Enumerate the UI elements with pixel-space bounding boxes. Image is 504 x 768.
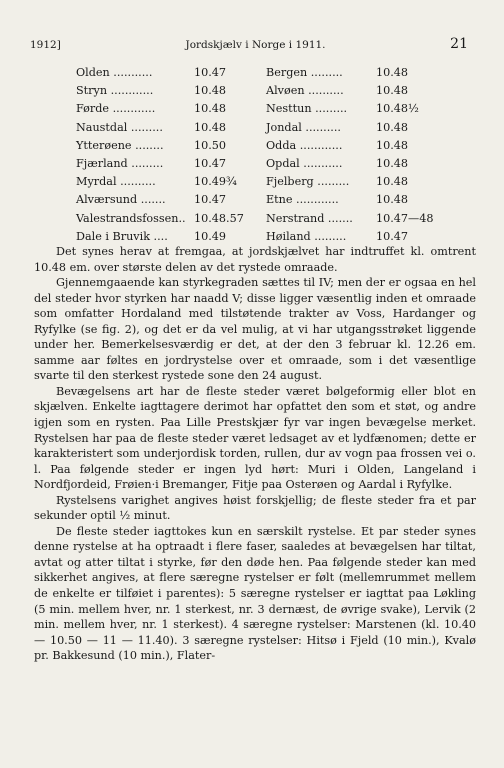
table-row — [76, 64, 246, 82]
place-name: Etne ............ — [266, 193, 339, 207]
time-table — [76, 64, 436, 246]
place-name: Fjelberg ......... — [266, 175, 350, 189]
table-row — [76, 210, 246, 228]
time-value: 10.49¾ — [194, 175, 237, 189]
time-value: 10.48 — [376, 193, 409, 207]
place-name: Ytterøene ........ — [76, 138, 164, 152]
table-row — [266, 119, 436, 137]
time-value: 10.47 — [194, 157, 227, 171]
table-row — [76, 155, 246, 173]
table-row — [266, 64, 436, 82]
table-row — [76, 191, 246, 209]
place-name: Dale i Bruvik .... — [76, 229, 168, 243]
place-name: Odda ............ — [266, 138, 343, 152]
paragraph: Gjennemgaaende kan styrkegraden sættes til IV; men der er ogsaa en hel del steder hvor styrken har naadd V; disse ligger væsentlig inden et omraade som omfatter Hordaland med tilstøtende trakter av Voss, Hardanger og Ryfylke (se fig. 2), og det er da vel mulig, at vi har utgangsstrøket liggende under her. Bemerkelsesværdig er det, at der den 3 februar kl. 12.26 em. samme aar føltes en jordrystelse over et omraade, som i det væsentlige svarte til den sterkest rystede sone den 24 august. — [34, 276, 476, 383]
table-row — [76, 82, 246, 100]
table-row — [266, 100, 436, 118]
table-row — [76, 137, 246, 155]
place-name: Fjærland ......... — [76, 157, 164, 171]
time-value: 10.48 — [194, 84, 227, 98]
table-row — [266, 137, 436, 155]
place-name: Førde ............ — [76, 102, 156, 116]
table-column-right — [266, 64, 436, 246]
header-title: Jordskjælv i Norge i 1911. — [185, 39, 326, 51]
table-row — [76, 173, 246, 191]
paragraph: De fleste steder iagttokes kun en særskilt rystelse. Et par steder synes denne rystelse at ha optraadt i flere faser, saaledes at bevægelsen har tiltat, avtat og atter tiltat i styrke, før den døde hen. Paa følgende steder kan med sikkerhet angives, at flere særegne rystelser er følt (mellemrummet mellem de enkelte er tilføiet i parentes): 5 særegne rystelser er iagttat paa Løkling (5 min. mellem hver, nr. 1 sterkest, nr. 3 dernæst, de øvrige svake), Lervik (2 min. mellem hver, nr. 1 sterkest). 4 særegne rystelser: Marstenen (kl. 10.40 — 10.50 — 11 — 11.40). 3 særegne rystelser: Hitsø i Fjeld (10 min.), Kvalø pr. Bakkesund (10 min.), Flater- — [34, 524, 476, 663]
table-row — [266, 210, 436, 228]
time-value: 10.47—48 — [376, 211, 434, 225]
time-value: 10.48 — [194, 102, 227, 116]
table-row — [266, 191, 436, 209]
place-name: Myrdal .......... — [76, 175, 156, 189]
header-year: 1912] — [30, 39, 61, 51]
time-value: 10.48½ — [376, 102, 419, 116]
time-value: 10.48 — [376, 138, 409, 152]
table-column-left — [76, 64, 246, 246]
time-value: 10.48 — [376, 175, 409, 189]
place-name: Nerstrand ....... — [266, 211, 353, 225]
time-value: 10.47 — [376, 229, 409, 243]
paragraph: Rystelsens varighet angives høist forskjellig; de fleste steder fra et par sekunder optil ½ minut. — [34, 493, 476, 523]
time-value: 10.48 — [194, 120, 227, 134]
time-value: 10.48 — [376, 66, 409, 79]
place-name: Nesttun ......... — [266, 102, 348, 116]
time-value: 10.50 — [194, 138, 227, 152]
place-name: Naustdal ......... — [76, 120, 163, 134]
place-name: Bergen ......... — [266, 66, 343, 79]
time-value: 10.48 — [376, 157, 409, 171]
place-name: Alvøen .......... — [266, 84, 344, 98]
place-name: Valestrandsfossen.. — [76, 211, 186, 225]
time-value: 10.48 — [376, 84, 409, 98]
time-value: 10.48 — [376, 120, 409, 134]
place-name: Alværsund ....... — [76, 193, 166, 207]
paragraph: Det synes herav at fremgaa, at jordskjælvet har indtruffet kl. omtrent 10.48 em. over største delen av det rystede omraade. — [34, 245, 476, 274]
place-name: Stryn ............ — [76, 84, 154, 98]
place-name: Opdal ........... — [266, 157, 343, 171]
table-row — [76, 119, 246, 137]
page-number: 21 — [450, 36, 468, 52]
table-row — [266, 155, 436, 173]
table-row — [266, 82, 436, 100]
time-value: 10.48.57 — [194, 211, 244, 225]
time-value: 10.47 — [194, 193, 227, 207]
place-name: Jondal .......... — [266, 120, 341, 134]
place-name: Olden ........... — [76, 66, 153, 79]
table-row — [76, 100, 246, 118]
table-row — [266, 173, 436, 191]
time-value: 10.47 — [194, 66, 227, 79]
paragraph: Bevægelsens art har de fleste steder været bølgeformig eller blot en skjælven. Enkelte iagttagere derimot har opfattet den som et støt, og andre igjen som en rysten. Paa Lille Prestskjær fyr var ingen bevægelse merket. Rystelsen har paa de fleste steder været ledsaget av et lydfænomen; dette er karakteristert som underjordisk torden, rullen, dur av vogn paa frossen vei o. l. Paa følgende steder er ingen lyd hørt: Muri i Olden, Langeland i Nordfjordeid, Frøien·i Bremanger, Fitje paa Osterøen og Aardal i Ryfylke. — [34, 384, 476, 492]
time-value: 10.49 — [194, 229, 227, 243]
running-header — [30, 36, 468, 52]
place-name: Høiland ......... — [266, 229, 347, 243]
body-text — [34, 244, 476, 664]
